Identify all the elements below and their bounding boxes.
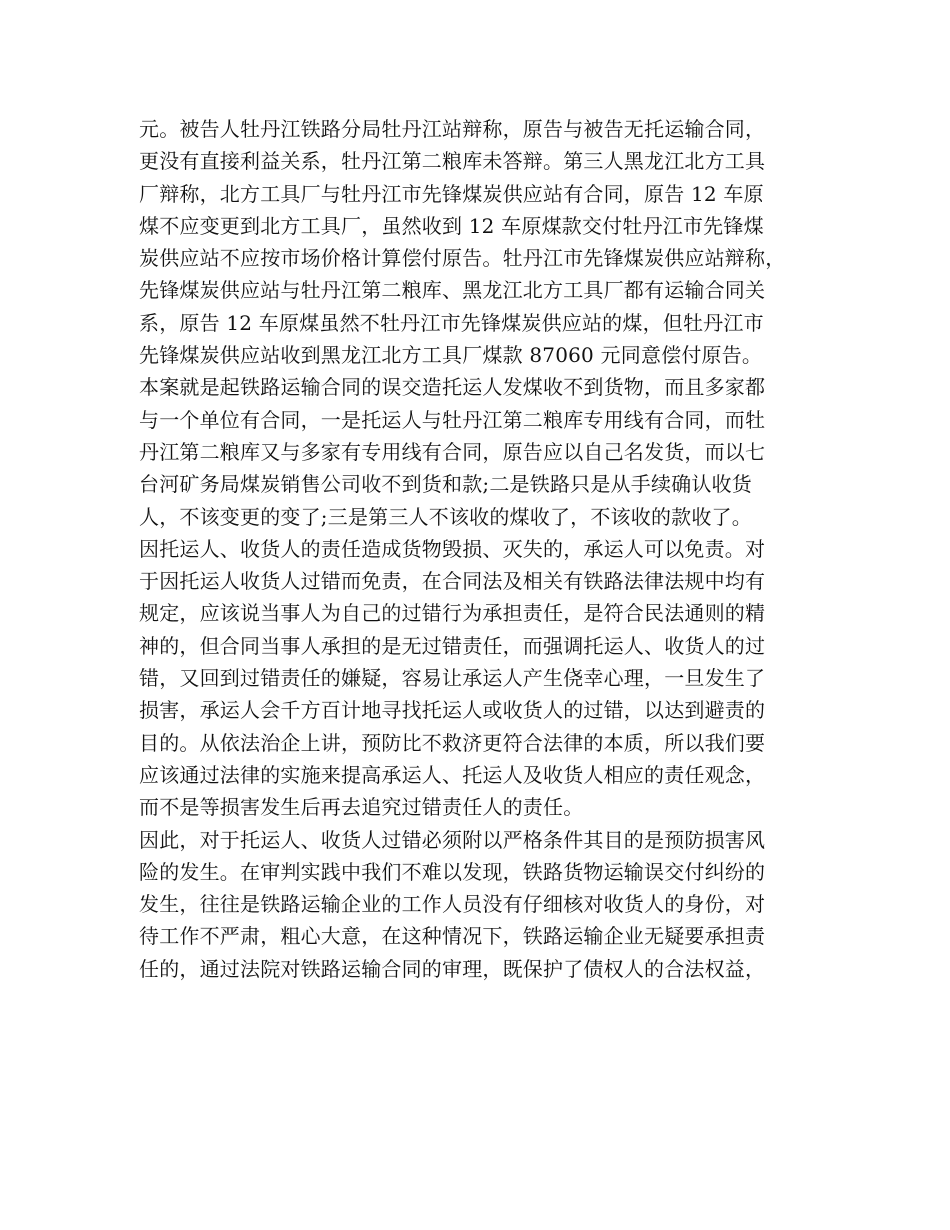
text-line: 先锋煤炭供应站收到黑龙江北方工具厂煤款 87060 元同意偿付原告。 (139, 343, 763, 368)
text-line: 台河矿务局煤炭销售公司收不到货和款;二是铁路只是从手续确认收货 (139, 472, 752, 497)
text-line: 因此，对于托运人、收货人过错必须附以严格条件其目的是预防损害风 (139, 827, 766, 852)
text-line: 规定，应该说当事人为自己的过错行为承担责任，是符合民法通则的精 (139, 601, 766, 626)
text-line: 先锋煤炭供应站与牡丹江第二粮库、黑龙江北方工具厂都有运输合同关 (139, 278, 766, 303)
text-line: 损害，承运人会千方百计地寻找托运人或收货人的过错，以达到避责的 (139, 698, 766, 723)
text-line: 应该通过法律的实施来提高承运人、托运人及收货人相应的责任观念， (139, 762, 766, 787)
text-line: 人，不该变更的变了;三是第三人不该收的煤收了，不该收的款收了。 (139, 504, 752, 529)
text-line: 丹江第二粮库又与多家有专用线有合同，原告应以自己名发货，而以七 (139, 439, 766, 464)
text-line: 元。被告人牡丹江铁路分局牡丹江站辩称，原告与被告无托运输合同， (139, 117, 766, 141)
text-line: 与一个单位有合同，一是托运人与牡丹江第二粮库专用线有合同，而牡 (139, 407, 766, 432)
text-line: 神的，但合同当事人承担的是无过错责任，而强调托运人、收货人的过 (139, 633, 766, 658)
text-line: 于因托运人收货人过错而免责，在合同法及相关有铁路法律法规中均有 (139, 569, 766, 594)
text-line: 而不是等损害发生后再去追究过错责任人的责任。 (139, 795, 584, 820)
text-line: 本案就是起铁路运输合同的误交造托运人发煤收不到货物，而且多家都 (139, 375, 766, 400)
text-line: 炭供应站不应按市场价格计算偿付原告。牡丹江市先锋煤炭供应站辩称， (139, 246, 786, 271)
text-line: 系，原告 12 车原煤虽然不牡丹江市先锋煤炭供应站的煤，但牡丹江市 (139, 310, 764, 335)
text-line: 险的发生。在审判实践中我们不难以发现，铁路货物运输误交付纠纷的 (139, 859, 766, 884)
text-line: 因托运人、收货人的责任造成货物毁损、灭失的，承运人可以免责。对 (139, 536, 766, 561)
text-line: 错，又回到过错责任的嫌疑，容易让承运人产生侥幸心理，一旦发生了 (139, 666, 766, 691)
text-line: 目的。从依法治企上讲，预防比不救济更符合法律的本质，所以我们要 (139, 730, 766, 755)
text-line: 更没有直接利益关系，牡丹江第二粮库未答辩。第三人黑龙江北方工具 (139, 149, 766, 174)
text-line: 任的，通过法院对铁路运输合同的审理，既保护了债权人的合法权益， (139, 956, 766, 981)
text-line: 发生，往往是铁路运输企业的工作人员没有仔细核对收货人的身份，对 (139, 892, 766, 917)
text-line: 煤不应变更到北方工具厂，虽然收到 12 车原煤款交付牡丹江市先锋煤 (139, 213, 764, 238)
body-text (139, 113, 839, 985)
text-line: 待工作不严肃，粗心大意，在这种情况下，铁路运输企业无疑要承担责 (139, 924, 766, 949)
text-line: 厂辩称，北方工具厂与牡丹江市先锋煤炭供应站有合同，原告 12 车原 (139, 181, 764, 206)
